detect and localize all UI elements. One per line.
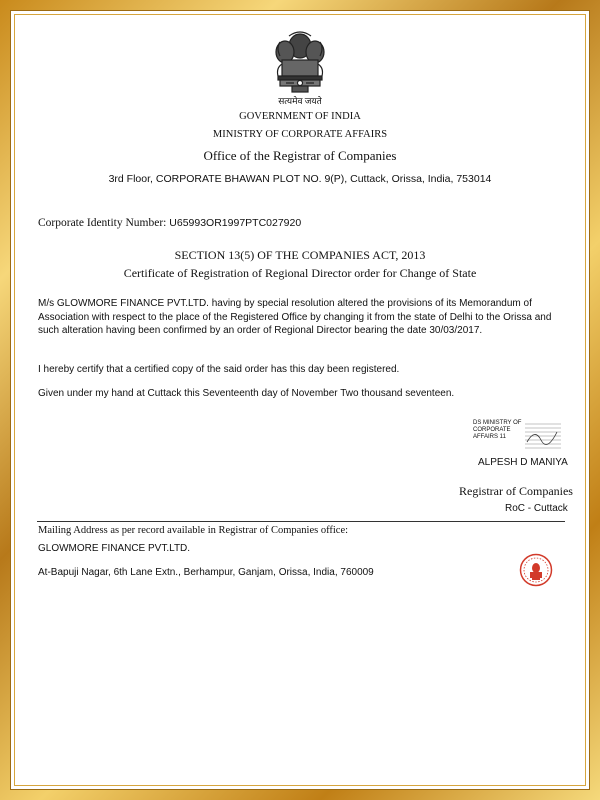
office-heading: Office of the Registrar of Companies	[203, 148, 397, 163]
mailing-company-name: GLOWMORE FINANCE PVT.LTD.	[38, 543, 191, 554]
divider	[37, 521, 565, 522]
mailing-address: At-Bapuji Nagar, 6th Lane Extn., Berhampur, Ganjam, Orissa, India, 760009	[38, 567, 374, 578]
body-paragraph: M/s GLOWMORE FINANCE PVT.LTD. having by special resolution altered the provisions of its Memorandum of Association with respect to the place of the Registered Office by changing it from the state of Delhi to the Orissa and such alteration having been confirmed by an order of Regional Director bearing the date 30/03/2017.	[38, 298, 552, 336]
government-heading: GOVERNMENT OF INDIA	[239, 111, 361, 122]
digital-signature-block	[473, 420, 563, 454]
mailing-address-heading: Mailing Address as per record available in Registrar of Companies office:	[38, 525, 349, 536]
corporate-identity-number	[38, 217, 301, 229]
official-seal-icon	[519, 553, 553, 587]
signatory-name: ALPESH D MANIYA	[478, 457, 568, 468]
signature-mark-icon	[523, 420, 563, 454]
motto: सत्यमेव जयते	[278, 96, 322, 106]
cin-label: Corporate Identity Number:	[38, 217, 167, 229]
signatory-office: RoC - Cuttack	[505, 503, 568, 514]
certify-statement: I hereby certify that a certified copy of the said order has this day been registered.	[38, 364, 400, 375]
signatory-designation: Registrar of Companies	[459, 484, 573, 498]
given-under-hand-statement: Given under my hand at Cuttack this Seventeenth day of November Two thousand seventeen.	[38, 388, 455, 399]
certificate-title: Certificate of Registration of Regional Director order for Change of State	[123, 266, 477, 280]
cin-value: U65993OR1997PTC027920	[169, 217, 302, 229]
digital-signature-text: DS MINISTRY OF CORPORATE AFFAIRS 11	[473, 420, 522, 440]
ministry-heading: MINISTRY OF CORPORATE AFFAIRS	[212, 129, 388, 140]
office-address: 3rd Floor, CORPORATE BHAWAN PLOT NO. 9(P), Cuttack, Orissa, India, 753014	[108, 173, 492, 185]
section-title: SECTION 13(5) OF THE COMPANIES ACT, 2013	[174, 248, 426, 262]
